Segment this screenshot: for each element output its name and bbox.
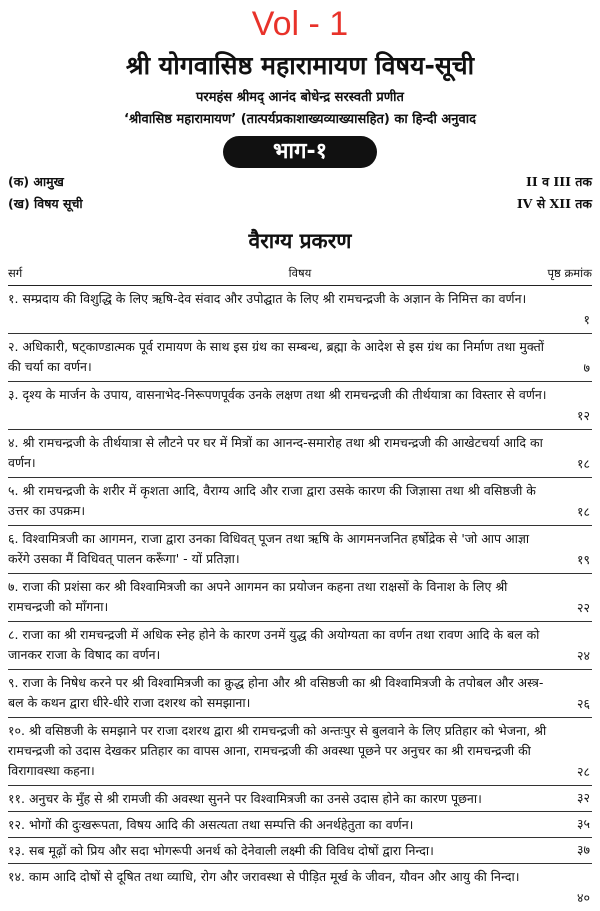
entry-page: २२ [576, 600, 590, 615]
entry-page: ३२ [576, 790, 590, 805]
entry-text: ५. श्री रामचन्द्रजी के शरीर में कृशता आदि, वैराग्य आदि और राजा द्वारा उसके कारण की जिज्ञासा तथा श्री वसिष्ठजी के उत्तर का उपक्रम। [8, 483, 536, 518]
entry-text: २. अधिकारी, षट्काण्डात्मक पूर्व रामायण के साथ इस ग्रंथ का सम्बन्ध, ब्रह्मा के आदेश से इस ग्रंथ का निर्माण तथा मुक्तों की चर्या का वर्णन। [8, 339, 544, 374]
entry-page: १८ [576, 456, 590, 471]
list-item [8, 429, 592, 477]
entry-text: १४. काम आदि दोषों से दूषित तथा व्याधि, रोग और जरावस्था से पीड़ित मूर्ख के जीवन, यौवन और आयु की निन्दा। [8, 869, 520, 884]
list-item [8, 811, 592, 837]
list-item [8, 285, 592, 333]
entry-text: १. सम्प्रदाय की विशुद्धि के लिए ऋषि-देव संवाद और उपोद्घात के लिए श्री रामचन्द्रजी के अज्ञान के निमित्त का वर्णन। [8, 291, 527, 306]
entry-page: ३७ [576, 842, 590, 857]
list-item [8, 381, 592, 429]
column-header-sarga: सर्ग [8, 266, 23, 280]
list-item [8, 837, 592, 863]
list-item [8, 717, 592, 785]
entry-text: ७. राजा की प्रशंसा कर श्री विश्वामित्रजी का अपने आगमन का प्रयोजन कहना तथा राक्षसों के विनाश के लिए श्री रामचन्द्रजी को माँगना। [8, 579, 508, 614]
column-header-page: पृष्ठ क्रमांक [547, 266, 592, 280]
front-matter-label: (क) आमुख [8, 174, 64, 189]
subtitle-translation: ‘श्रीवासिष्ठ महारामायण’ (तात्पर्यप्रकाशाख्यव्याख्यासहित) का हिन्दी अनुवाद [124, 112, 476, 127]
list-item [8, 621, 592, 669]
entry-text: ११. अनुचर के मुँह से श्री रामजी की अवस्था सुनने पर विश्वामित्रजी का उनसे उदास होने का कारण पूछना। [8, 791, 482, 806]
entry-page: २४ [576, 648, 590, 663]
list-item [8, 785, 592, 811]
column-header-vishay: विषय [288, 266, 312, 280]
list-item [8, 573, 592, 621]
front-matter-item [8, 172, 592, 192]
entry-text: १३. सब मूढ़ों को प्रिय और सदा भोगरूपी अनर्थ को देनेवाली लक्ष्मी की विविध दोषों द्वारा निन्दा। [8, 843, 434, 858]
front-matter-label: (ख) विषय सूची [8, 196, 83, 211]
volume-label: Vol - 1 [251, 5, 349, 43]
entry-page: ३५ [576, 816, 590, 831]
part-badge: भाग-१ [223, 136, 377, 168]
contents-list [8, 285, 592, 911]
list-item [8, 525, 592, 573]
entry-text: ६. विश्वामित्रजी का आगमन, राजा द्वारा उनका विधिवत् पूजन तथा ऋषि के आगमनजनित हर्षोद्रेक से 'जो आप आज्ञा करेंगे उसका मैं विधिवत् पालन करूँगा' - यों प्रतिज्ञा। [8, 531, 530, 566]
entry-page: ४० [576, 890, 590, 905]
entry-text: १२. भोगों की दुःखरूपता, विषय आदि की असत्यता तथा सम्पत्ति की अनर्थहेतुता का वर्णन। [8, 817, 414, 832]
entry-text: ९. राजा के निषेध करने पर श्री विश्वामित्रजी का क्रुद्ध होना और श्री वसिष्ठजी का श्री विश्वामित्रजी के तपोबल और अस्त्र-बल के कथन द्वारा धीरे-धीरे राजा दशरथ को समझाना। [8, 675, 544, 710]
list-item [8, 333, 592, 381]
entry-text: ३. दृश्य के मार्जन के उपाय, वासनाभेद-निरूपणपूर्वक उनके लक्षण तथा श्री रामचन्द्रजी की तीर्थयात्रा का विस्तार से वर्णन। [8, 387, 547, 402]
front-matter [8, 170, 592, 218]
entry-text: १०. श्री वसिष्ठजी के समझाने पर राजा दशरथ द्वारा श्री रामचन्द्रजी को अन्तःपुर से बुलवाने के लिए प्रतिहार को भेजना, श्री रामचन्द्रजी को उदास देखकर प्रतिहार का वापस आना, रामचन्द्रजी की अवस्था पूछने पर अनुचर का श्री रामचन्द्रजी की विरागावस्था कहना। [8, 723, 547, 778]
entry-page: २८ [576, 764, 590, 779]
entry-page: २६ [576, 696, 590, 711]
part-badge-wrap [0, 136, 600, 170]
list-item [8, 863, 592, 911]
subtitle-author: परमहंस श्रीमद् आनंद बोधेन्द्र सरस्वती प्रणीत [196, 90, 404, 105]
front-matter-item [8, 194, 592, 214]
entry-page: १२ [576, 408, 590, 423]
front-matter-pages: II व III तक [526, 174, 592, 189]
list-item [8, 477, 592, 525]
entry-page: १९ [576, 552, 590, 567]
section-title: वैराग्य प्रकरण [248, 229, 352, 253]
page-title: श्री योगवासिष्ठ महारामायण विषय-सूची [125, 51, 475, 80]
entry-page: ७ [583, 360, 590, 375]
list-item [8, 669, 592, 717]
column-headers [8, 264, 592, 282]
entry-text: ४. श्री रामचन्द्रजी के तीर्थयात्रा से लौटने पर घर में मित्रों का आनन्द-समारोह तथा श्री रामचन्द्रजी की आखेटचर्या आदि का वर्णन। [8, 435, 543, 470]
front-matter-pages: IV से XII तक [516, 196, 592, 211]
entry-text: ८. राजा का श्री रामचन्द्रजी में अधिक स्नेह होने के कारण उनमें युद्ध की अयोग्यता का वर्णन तथा रावण आदि के बल को जानकर राजा के विषाद का वर्णन। [8, 627, 540, 662]
entry-page: १८ [576, 504, 590, 519]
entry-page: १ [583, 312, 590, 327]
